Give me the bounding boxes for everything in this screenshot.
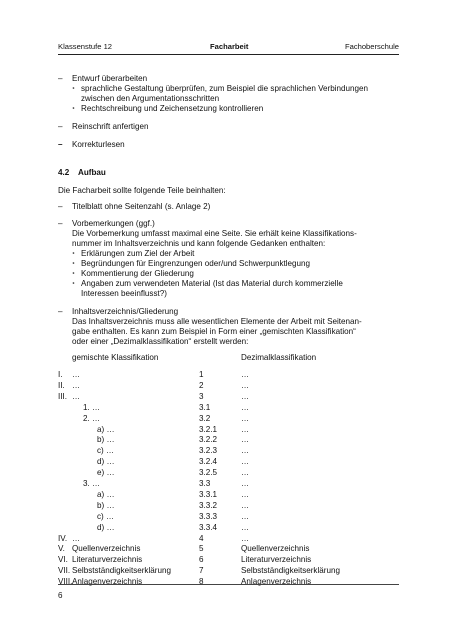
decimal-label: … [241,424,250,434]
decimal-label: … [241,391,250,401]
decimal-number: 3.3.3 [199,511,218,521]
decimal-number: 6 [199,555,204,565]
decimal-label: … [241,457,250,467]
inhalt-title: Inhaltsverzeichnis/Gliederung [72,307,179,316]
list-item: zwischen den Argumentationsschritten [81,94,220,103]
table-head-left: gemischte Klassifikation [72,353,159,362]
mixed-label: Anlagenverzeichnis [72,577,143,587]
decimal-label: … [241,533,250,543]
list-marker: – [58,307,63,316]
roman-numeral: IV. [58,533,68,543]
roman-numeral: VII. [58,566,71,576]
list-item: Kommentierung der Gliederung [81,269,194,278]
decimal-label: … [241,413,250,423]
list-item: Angaben zum verwendeten Material (Ist das Material durch kommerzielle [81,279,343,288]
decimal-label: … [241,489,250,499]
bullet-icon: ‣ [72,271,76,277]
mixed-label: … [72,391,81,401]
section-number: 4.2 [58,168,70,177]
mixed-label: a) … [97,424,115,434]
list-item: Rechtschreibung und Zeichensetzung kontrollieren [81,104,264,113]
roman-numeral: II. [58,380,65,390]
mixed-label: d) … [97,522,115,532]
decimal-label: … [241,500,250,510]
mixed-label: d) … [97,457,115,467]
mixed-label: … [72,380,81,390]
footer-rule [58,584,399,585]
paragraph-line: nummer im Inhaltsverzeichnis und kann folgende Gedanken enthalten: [72,239,326,248]
mixed-label: 2. … [83,413,101,423]
list-item: Erklärungen zum Ziel der Arbeit [81,249,195,258]
decimal-number: 1 [199,370,204,379]
decimal-number: 3.2.1 [199,424,218,434]
mixed-label: Quellenverzeichnis [72,544,141,554]
decimal-number: 7 [199,566,204,576]
decimal-number: 2 [199,380,204,390]
decimal-label: Literaturverzeichnis [241,555,312,565]
decimal-number: 3.3.2 [199,500,218,510]
mixed-label: b) … [97,435,115,445]
decimal-number: 3.2 [199,413,211,423]
decimal-label: … [241,402,250,412]
decimal-label: Anlagenverzeichnis [241,577,312,587]
bullet-icon: ‣ [72,86,76,92]
bullet-icon: ‣ [72,281,76,287]
decimal-number: 3.2.4 [199,457,218,467]
mixed-label: … [72,533,81,543]
mixed-label: c) … [97,511,115,521]
decimal-label: … [241,522,250,532]
list-item: sprachliche Gestaltung überprüfen, zum Beispiel die sprachlichen Verbindungen [81,84,369,93]
list-marker: – [58,122,63,131]
decimal-number: 3.2.5 [199,468,218,478]
header-center: Facharbeit [210,42,249,51]
header-right: Fachoberschule [344,42,399,51]
header-left: Klassenstufe 12 [58,42,113,51]
bullet-icon: ‣ [72,261,76,267]
mixed-label: 1. … [83,402,101,412]
decimal-number: 3.3.4 [199,522,218,532]
decimal-number: 3.2.2 [199,435,218,445]
mixed-label: … [72,370,81,379]
decimal-label: … [241,446,250,456]
paragraph-line: gabe enthalten. Es kann zum Beispiel in Form einer „gemischten Klassifikation“ [72,327,356,336]
header-rule [58,54,399,55]
bullet-icon: ‣ [72,106,76,112]
decimal-label: … [241,511,250,521]
roman-numeral: VIII. [58,577,73,587]
mixed-label: c) … [97,446,115,456]
decimal-number: 3.3 [199,479,211,488]
page-number: 6 [58,591,63,600]
vorbemerkungen-title: Vorbemerkungen (ggf.) [72,219,155,228]
table-head-right: Dezimalklassifikation [241,353,317,362]
decimal-label: … [241,468,250,478]
decimal-number: 3.2.3 [199,446,218,456]
decimal-label: … [241,435,250,445]
list-marker: – [58,202,63,211]
mixed-label: Selbstständigkeitserklärung [72,566,171,576]
mixed-label: 3. … [83,479,101,488]
decimal-number: 3.3.1 [199,489,218,499]
decimal-label: Selbstständigkeitserklärung [241,566,340,576]
intro-text: Die Facharbeit sollte folgende Teile beinhalten: [58,186,226,195]
list-marker: – [58,140,63,149]
decimal-number: 3 [199,391,204,401]
decimal-label: … [241,479,250,488]
roman-numeral: I. [58,370,63,379]
titelblatt-item: Titelblatt ohne Seitenzahl (s. Anlage 2) [72,202,211,211]
list-item: Entwurf überarbeiten [72,74,148,83]
list-item: Begründungen für Eingrenzungen oder/und Schwerpunktlegung [81,259,311,268]
decimal-label: … [241,370,250,379]
list-item: Korrekturlesen [72,140,125,149]
roman-numeral: V. [58,544,65,554]
decimal-number: 4 [199,533,204,543]
decimal-label: … [241,380,250,390]
paragraph-line: Die Vorbemerkung umfasst maximal eine Seite. Sie erhält keine Klassifikations- [72,229,357,238]
mixed-label: Literaturverzeichnis [72,555,143,565]
list-item: Interessen beeinflusst?) [81,289,167,298]
roman-numeral: III. [58,391,67,401]
mixed-label: b) … [97,500,115,510]
paragraph-line: Das Inhaltsverzeichnis muss alle wesentlichen Elemente der Arbeit mit Seitenan- [72,317,362,326]
decimal-label: Quellenverzeichnis [241,544,310,554]
list-item: Reinschrift anfertigen [72,122,149,131]
list-marker: – [58,219,63,228]
mixed-label: e) … [97,468,115,478]
list-marker: – [58,74,63,83]
decimal-number: 5 [199,544,204,554]
mixed-label: a) … [97,489,115,499]
section-title: Aufbau [78,168,106,177]
decimal-number: 3.1 [199,402,211,412]
decimal-number: 8 [199,577,204,587]
paragraph-line: oder einer „Dezimalklassifikation“ erstellt werden: [72,337,249,346]
roman-numeral: VI. [58,555,68,565]
bullet-icon: ‣ [72,251,76,257]
